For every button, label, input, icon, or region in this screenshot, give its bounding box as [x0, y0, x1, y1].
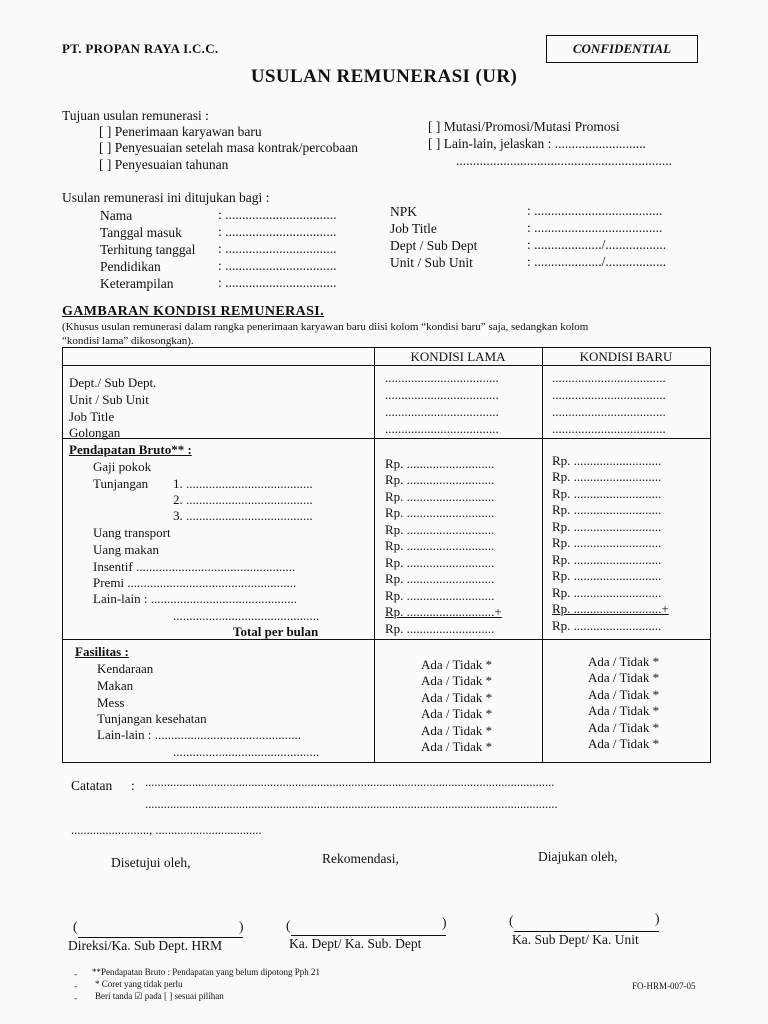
- confidential-stamp: CONFIDENTIAL: [546, 35, 698, 63]
- label-keterampilan: Keterampilan: [100, 276, 174, 291]
- lama-rp-6[interactable]: Rp. ...........................: [385, 538, 495, 553]
- col-header-kondisi-baru: KONDISI BARU: [579, 349, 673, 364]
- lama-job-field[interactable]: ...................................: [385, 404, 499, 419]
- lama-ada-tidak-6[interactable]: Ada / Tidak *: [421, 739, 493, 754]
- baru-ada-tidak-4[interactable]: Ada / Tidak *: [588, 703, 660, 718]
- section-title-gambaran: GAMBARAN KONDISI REMUNERASI.: [62, 304, 325, 319]
- baru-unit-field[interactable]: ...................................: [552, 387, 666, 402]
- baru-ada-tidak-6[interactable]: Ada / Tidak *: [588, 736, 660, 751]
- sig2-open: (: [286, 918, 291, 933]
- baru-rp-10[interactable]: Rp. ...........................+: [552, 601, 669, 616]
- field-unit[interactable]: : ..................../..................: [527, 254, 667, 269]
- col-header-kondisi-lama: KONDISI LAMA: [410, 349, 506, 364]
- field-job-title[interactable]: : ......................................: [527, 220, 663, 235]
- field-dept[interactable]: : ..................../..................: [527, 237, 667, 252]
- baru-rp-3[interactable]: Rp. ...........................: [552, 486, 662, 501]
- fasilitas-lain-lain[interactable]: Lain-lain : .............................................: [97, 727, 302, 742]
- fasilitas-tunjangan-kesehatan: Tunjangan kesehatan: [97, 711, 207, 726]
- fasilitas-kendaraan: Kendaraan: [97, 661, 154, 676]
- footnote-coret: * Coret yang tidak perlu: [95, 979, 183, 989]
- footnote-beri-tanda: Beri tanda ☑ pada [ ] sesuai pilihan: [95, 991, 224, 1001]
- date-place-line[interactable]: ........................., ..................................: [71, 823, 262, 837]
- lama-rp-8[interactable]: Rp. ...........................: [385, 571, 495, 586]
- row-label-lain-lain[interactable]: Lain-lain : .............................................: [93, 591, 298, 606]
- remuneration-table: [62, 347, 711, 763]
- label-dept: Dept / Sub Dept: [390, 238, 478, 253]
- tunjangan-item-1[interactable]: 1. .......................................: [173, 476, 313, 491]
- lama-rp-total[interactable]: Rp. ...........................: [385, 621, 495, 636]
- sig2-close: ): [442, 915, 447, 930]
- label-tanggal-masuk: Tanggal masuk: [100, 225, 182, 240]
- row-label-premi[interactable]: Premi ....................................................: [93, 575, 297, 590]
- label-pendidikan: Pendidikan: [100, 259, 161, 274]
- tunjangan-item-3[interactable]: 3. .......................................: [173, 508, 313, 523]
- lama-ada-tidak-4[interactable]: Ada / Tidak *: [421, 706, 493, 721]
- divider-col1: [374, 348, 375, 762]
- baru-dept-field[interactable]: ...................................: [552, 370, 666, 385]
- field-nama[interactable]: : .................................: [218, 207, 337, 222]
- divider-sec1: [63, 438, 710, 439]
- company-name: PT. PROPAN RAYA I.C.C.: [62, 41, 219, 56]
- footnote-bullet-1: -: [74, 969, 77, 979]
- lama-rp-4[interactable]: Rp. ...........................: [385, 505, 495, 520]
- fasilitas-mess: Mess: [97, 695, 125, 710]
- lama-unit-field[interactable]: ...................................: [385, 387, 499, 402]
- catatan-colon: :: [131, 778, 135, 793]
- sig1-open: (: [73, 919, 78, 934]
- lain-lain-extra[interactable]: .............................................: [173, 608, 320, 623]
- lama-ada-tidak-1[interactable]: Ada / Tidak *: [421, 657, 493, 672]
- sig3-close: ): [655, 911, 660, 926]
- lama-ada-tidak-2[interactable]: Ada / Tidak *: [421, 673, 493, 688]
- gambaran-note-line2: “kondisi lama” dikosongkan).: [62, 335, 194, 347]
- field-npk[interactable]: : ......................................: [527, 203, 663, 218]
- footnote-pendapatan: **Pendapatan Bruto : Pendapatan yang belum dipotong Pph 21: [92, 967, 320, 977]
- baru-golongan-field[interactable]: ...................................: [552, 421, 666, 436]
- sig3-open: (: [509, 913, 514, 928]
- row-label-total: Total per bulan: [233, 624, 319, 639]
- field-tanggal-masuk[interactable]: : .................................: [218, 224, 337, 239]
- lama-ada-tidak-3[interactable]: Ada / Tidak *: [421, 690, 493, 705]
- label-npk: NPK: [390, 204, 418, 219]
- baru-rp-1[interactable]: Rp. ...........................: [552, 453, 662, 468]
- label-rekomendasi: Rekomendasi,: [322, 851, 399, 866]
- sig3-title: Ka. Sub Dept/ Ka. Unit: [512, 932, 639, 947]
- label-nama: Nama: [100, 208, 133, 223]
- baru-rp-8[interactable]: Rp. ...........................: [552, 568, 662, 583]
- catatan-line-2[interactable]: ....................................................................................................................................: [145, 797, 558, 811]
- field-terhitung-tanggal[interactable]: : .................................: [218, 241, 337, 256]
- ditujukan-heading: Usulan remunerasi ini ditujukan bagi :: [62, 190, 270, 205]
- tunjangan-item-2[interactable]: 2. .......................................: [173, 492, 313, 507]
- lama-rp-2[interactable]: Rp. ...........................: [385, 472, 495, 487]
- option-penyesuaian-tahunan[interactable]: [ ] Penyesuaian tahunan: [99, 157, 229, 172]
- baru-rp-2[interactable]: Rp. ...........................: [552, 469, 662, 484]
- form-code: FO-HRM-007-05: [632, 981, 696, 991]
- sig1-title: Direksi/Ka. Sub Dept. HRM: [68, 938, 223, 953]
- catatan-line-1[interactable]: ...................................................................................................................................: [145, 775, 555, 789]
- row-label-golongan: Golongan: [69, 425, 121, 440]
- lama-rp-5[interactable]: Rp. ...........................: [385, 522, 495, 537]
- footnote-bullet-2: -: [74, 981, 77, 991]
- field-pendidikan[interactable]: : .................................: [218, 258, 337, 273]
- tujuan-heading: Tujuan usulan remunerasi :: [62, 108, 209, 123]
- baru-job-field[interactable]: ...................................: [552, 404, 666, 419]
- baru-ada-tidak-1[interactable]: Ada / Tidak *: [588, 654, 660, 669]
- footnote-bullet-3: -: [74, 993, 77, 1003]
- option-mutasi[interactable]: [ ] Mutasi/Promosi/Mutasi Promosi: [428, 119, 620, 134]
- divider-header: [63, 365, 710, 366]
- baru-rp-4[interactable]: Rp. ...........................: [552, 502, 662, 517]
- fasilitas-lain-extra[interactable]: .............................................: [173, 744, 320, 759]
- divider-col2: [542, 348, 543, 762]
- lama-dept-field[interactable]: ...................................: [385, 370, 499, 385]
- lain-lain-extra-line[interactable]: ................................................................: [456, 153, 672, 168]
- label-unit: Unit / Sub Unit: [390, 255, 473, 270]
- baru-ada-tidak-5[interactable]: Ada / Tidak *: [588, 720, 660, 735]
- row-label-unit: Unit / Sub Unit: [69, 392, 149, 407]
- option-penyesuaian-kontrak[interactable]: [ ] Penyesuaian setelah masa kontrak/percobaan: [99, 140, 359, 155]
- lama-rp-10[interactable]: Rp. ...........................+: [385, 604, 502, 619]
- lama-rp-9[interactable]: Rp. ...........................: [385, 588, 495, 603]
- lama-ada-tidak-5[interactable]: Ada / Tidak *: [421, 723, 493, 738]
- gambaran-note-line1: (Khusus usulan remunerasi dalam rangka penerimaan karyawan baru diisi kolom “kondisi baru” saja, sedangkan kolom: [62, 321, 589, 333]
- baru-rp-7[interactable]: Rp. ...........................: [552, 552, 662, 567]
- lama-rp-1[interactable]: Rp. ...........................: [385, 456, 495, 471]
- baru-rp-5[interactable]: Rp. ...........................: [552, 519, 662, 534]
- baru-ada-tidak-2[interactable]: Ada / Tidak *: [588, 670, 660, 685]
- lama-rp-3[interactable]: Rp. ...........................: [385, 489, 495, 504]
- option-penerimaan[interactable]: [ ] Penerimaan karyawan baru: [99, 124, 262, 139]
- fasilitas-makan: Makan: [97, 678, 134, 693]
- lama-rp-7[interactable]: Rp. ...........................: [385, 555, 495, 570]
- row-label-insentif[interactable]: Insentif .................................................: [93, 559, 296, 574]
- row-label-uang-transport: Uang transport: [93, 525, 171, 540]
- sig2-title: Ka. Dept/ Ka. Sub. Dept: [289, 936, 422, 951]
- catatan-label: Catatan: [71, 778, 113, 793]
- label-diajukan: Diajukan oleh,: [538, 849, 618, 864]
- label-job-title: Job Title: [390, 221, 437, 236]
- fasilitas-heading: Fasilitas :: [75, 644, 129, 659]
- lama-golongan-field[interactable]: ...................................: [385, 421, 499, 436]
- row-label-gaji-pokok: Gaji pokok: [93, 459, 152, 474]
- baru-rp-9[interactable]: Rp. ...........................: [552, 585, 662, 600]
- divider-sec2: [63, 639, 710, 640]
- form-title: USULAN REMUNERASI (UR): [250, 66, 518, 87]
- baru-rp-total[interactable]: Rp. ...........................: [552, 618, 662, 633]
- baru-rp-6[interactable]: Rp. ...........................: [552, 535, 662, 550]
- row-label-job-title: Job Title: [69, 409, 115, 424]
- field-keterampilan[interactable]: : .................................: [218, 275, 337, 290]
- pendapatan-heading: Pendapatan Bruto** :: [69, 442, 192, 457]
- row-label-tunjangan: Tunjangan: [93, 476, 149, 491]
- row-label-uang-makan: Uang makan: [93, 542, 160, 557]
- baru-ada-tidak-3[interactable]: Ada / Tidak *: [588, 687, 660, 702]
- label-disetujui: Disetujui oleh,: [111, 855, 191, 870]
- option-lain-lain[interactable]: [ ] Lain-lain, jelaskan : ...........................: [428, 136, 646, 151]
- label-terhitung-tanggal: Terhitung tanggal: [100, 242, 196, 257]
- sig1-close: ): [239, 919, 244, 934]
- row-label-dept: Dept./ Sub Dept.: [69, 375, 157, 390]
